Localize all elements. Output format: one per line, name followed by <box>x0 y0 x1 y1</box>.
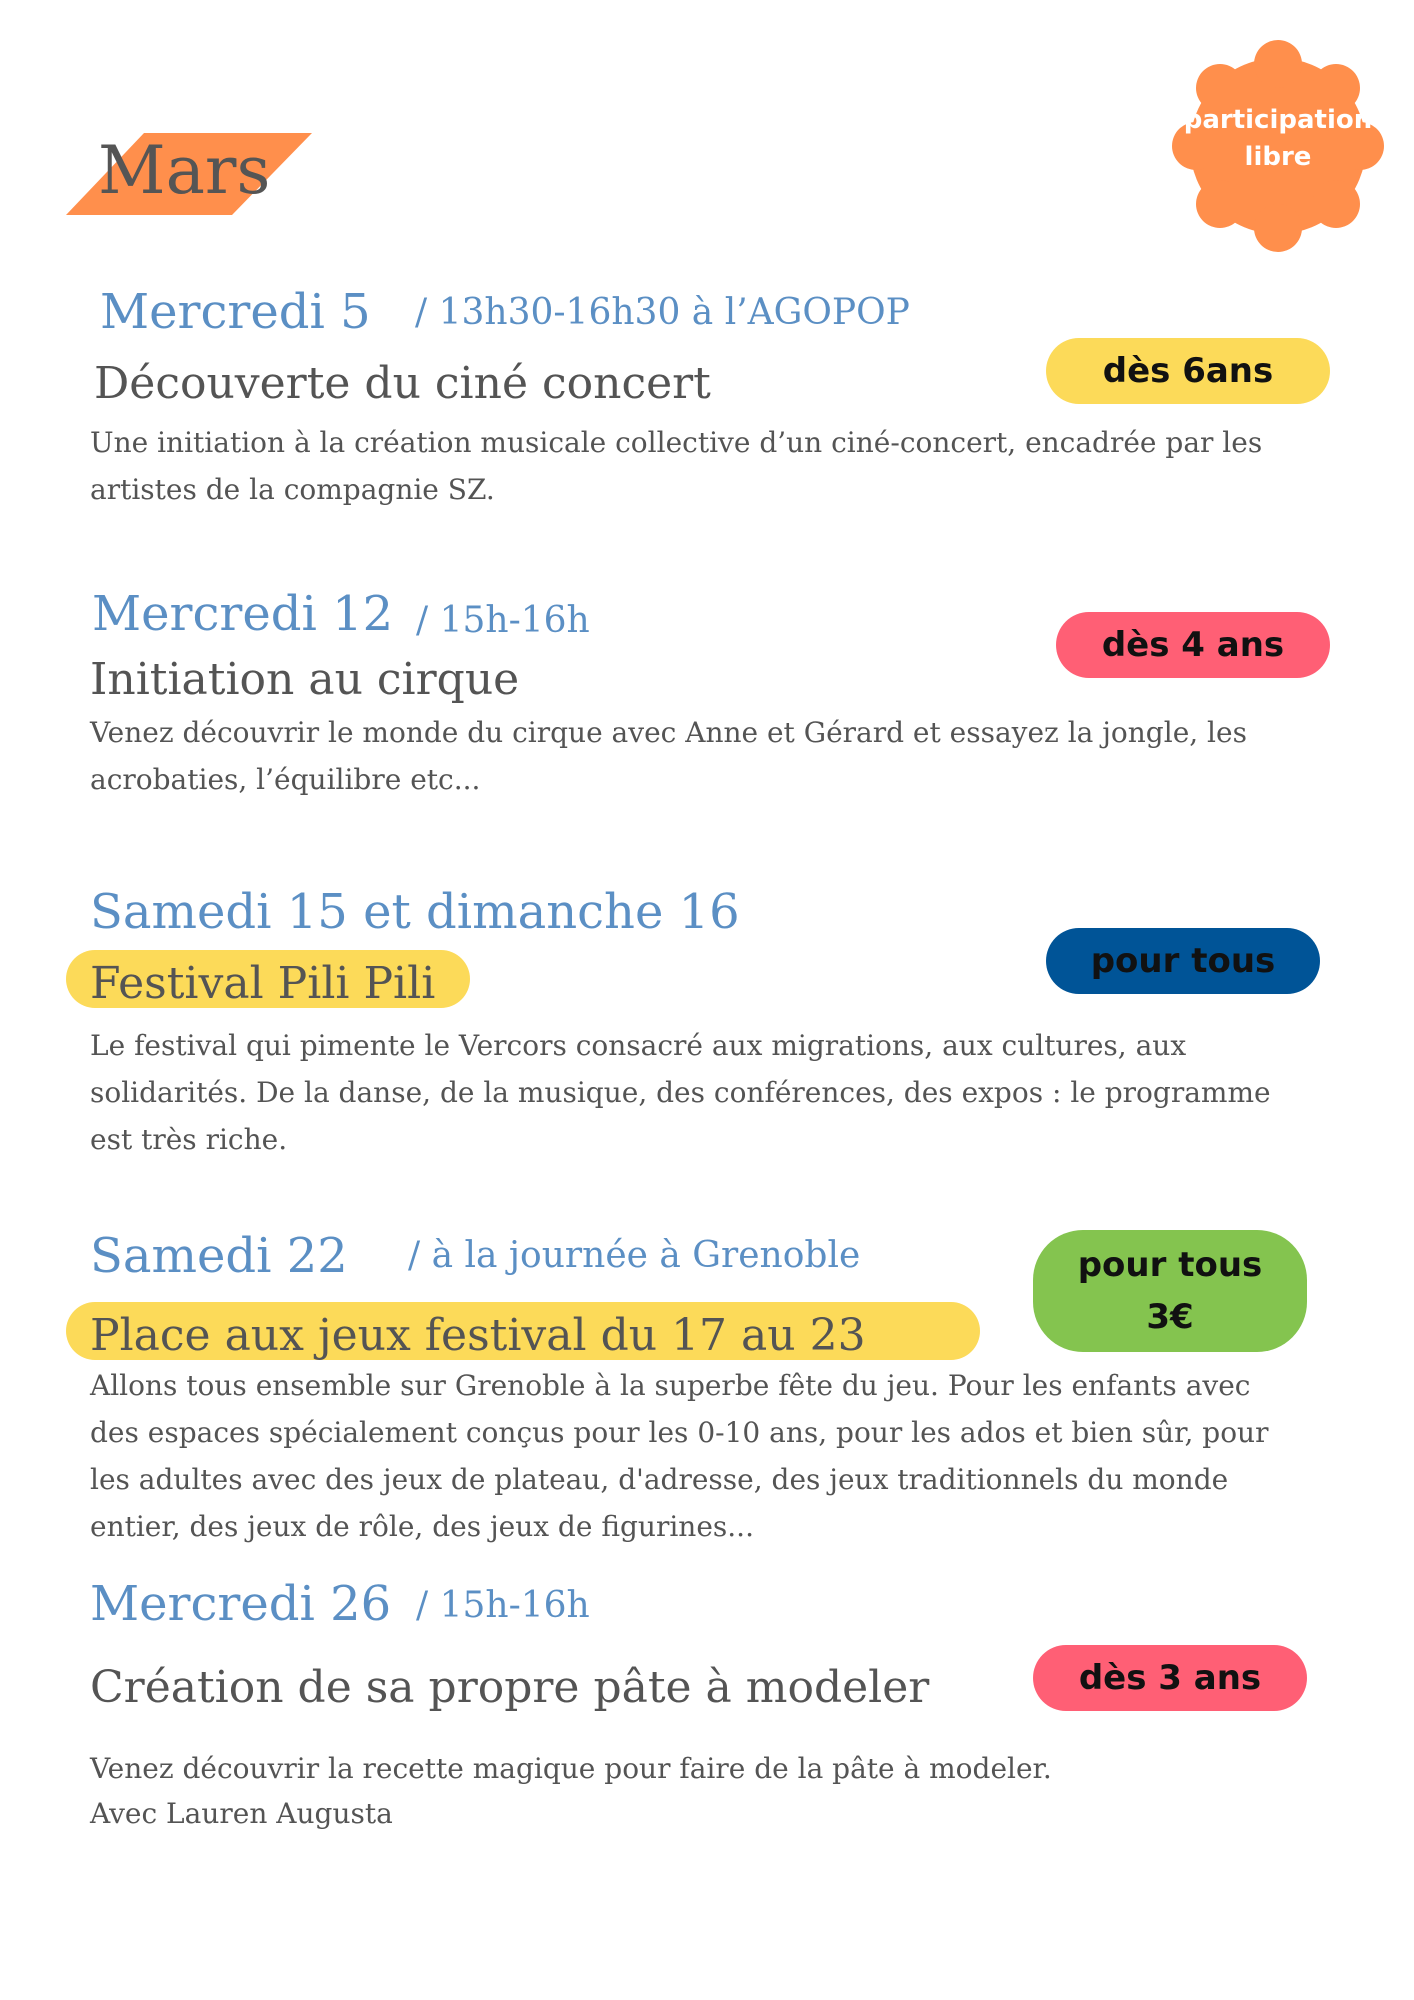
event-time: / 15h-16h <box>416 1585 590 1626</box>
event-title: Place aux jeux festival du 17 au 23 <box>90 1310 866 1361</box>
event-date: Mercredi 12 <box>92 586 394 642</box>
event-date: Mercredi 26 <box>90 1576 392 1632</box>
age-badge: dès 6ans <box>1046 338 1330 404</box>
event-date: Mercredi 5 <box>100 284 371 340</box>
description-line: Une initiation à la création musicale collective d’un ciné-concert, encadrée par les <box>90 426 1263 459</box>
participation-line-2: libre <box>1244 142 1312 172</box>
event-description <box>90 1746 1340 1836</box>
event-date: Samedi 22 <box>90 1228 348 1284</box>
description-line: des espaces spécialement conçus pour les 0-10 ans, pour les ados et bien sûr, pour <box>90 1416 1269 1449</box>
description-line: solidarités. De la danse, de la musique, des conférences, des expos : le programme <box>90 1076 1271 1109</box>
event-description <box>90 1022 1340 1163</box>
description-line: Venez découvrir le monde du cirque avec Anne et Gérard et essayez la jongle, les <box>90 716 1247 749</box>
age-price-badge <box>1033 1230 1307 1352</box>
description-line: artistes de la compagnie SZ. <box>90 473 495 506</box>
event-description <box>90 709 1340 803</box>
event-date: Samedi 15 et dimanche 16 <box>90 884 740 940</box>
event-title: Découverte du ciné concert <box>94 358 711 409</box>
description-line: entier, des jeux de rôle, des jeux de figurines... <box>90 1510 754 1543</box>
description-line: les adultes avec des jeux de plateau, d'adresse, des jeux traditionnels du monde <box>90 1463 1229 1496</box>
event-time: / à la journée à Grenoble <box>408 1235 861 1276</box>
event-time: / 15h-16h <box>416 600 590 641</box>
event-description <box>90 1362 1340 1550</box>
description-line: Le festival qui pimente le Vercors consacré aux migrations, aux cultures, aux <box>90 1029 1187 1062</box>
description-line: Avec Lauren Augusta <box>90 1797 393 1830</box>
description-line: est très riche. <box>90 1123 288 1156</box>
event-title: Création de sa propre pâte à modeler <box>90 1662 930 1713</box>
month-title: Mars <box>98 132 271 209</box>
age-badge: dès 4 ans <box>1056 612 1330 678</box>
participation-badge <box>1178 102 1378 176</box>
price-text: 3€ <box>1146 1297 1194 1337</box>
description-line: Venez découvrir la recette magique pour faire de la pâte à modeler. <box>90 1752 1052 1785</box>
description-line: Allons tous ensemble sur Grenoble à la superbe fête du jeu. Pour les enfants avec <box>90 1369 1251 1402</box>
description-line: acrobaties, l’équilibre etc... <box>90 763 481 796</box>
age-badge: pour tous <box>1046 928 1320 994</box>
age-badge: dès 3 ans <box>1033 1645 1307 1711</box>
event-title: Initiation au cirque <box>90 654 520 705</box>
event-description <box>90 419 1340 513</box>
event-title: Festival Pili Pili <box>90 958 436 1009</box>
age-badge-text: pour tous <box>1077 1245 1263 1285</box>
participation-line-1: participation <box>1183 105 1373 135</box>
event-time: / 13h30-16h30 à l’AGOPOP <box>415 292 910 333</box>
